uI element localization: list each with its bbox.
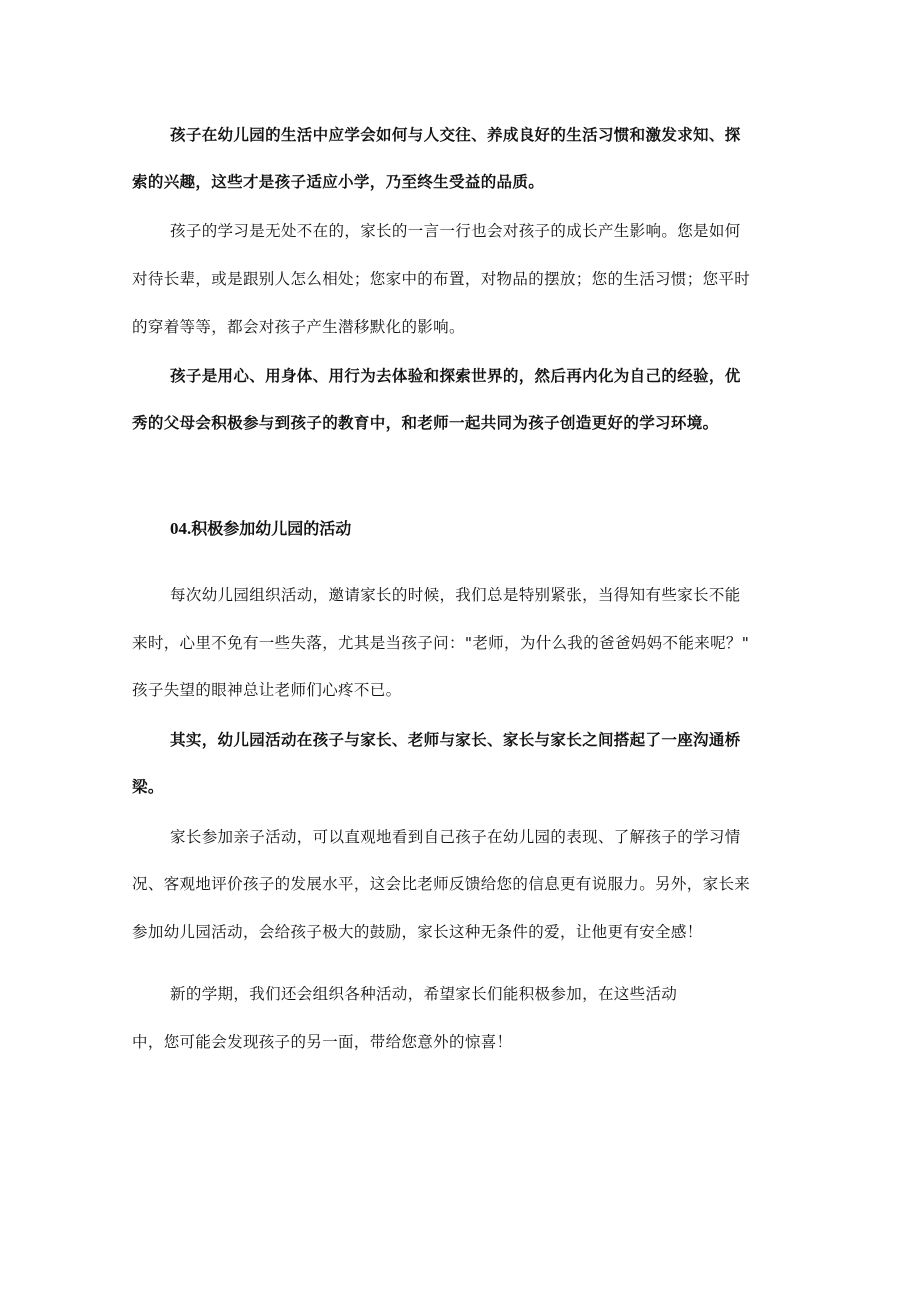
paragraph-5-line-1: 其实，幼儿园活动在孩子与家长、老师与家长、家长与家长之间搭起了一座沟通桥 [170,731,741,749]
paragraph-4-line-1: 每次幼儿园组织活动，邀请家长的时候，我们总是特别紧张，当得知有些家长不能 [170,586,741,604]
paragraph-4-line-2: 来时，心里不免有一些失落，尤其是当孩子问："老师，为什么我的爸爸妈妈不能来呢？" [132,634,750,652]
paragraph-7-line-1: 新的学期，我们还会组织各种活动，希望家长们能积极参加，在这些活动 [170,985,678,1003]
paragraph-3-line-1: 孩子是用心、用身体、用行为去体验和探索世界的，然后再内化为自己的经验，优 [170,367,741,385]
section-heading-text: 积极参加幼儿园的活动 [191,519,352,538]
paragraph-2-line-2: 对待长辈，或是跟别人怎么相处；您家中的布置，对物品的摆放；您的生活习惯；您平时 [132,270,751,288]
section-heading-number: 04. [170,519,192,538]
paragraph-7-line-2: 中，您可能会发现孩子的另一面，带给您意外的惊喜！ [132,1033,513,1051]
paragraph-1-line-1: 孩子在幼儿园的生活中应学会如何与人交往、养成良好的生活习惯和激发求知、探 [170,126,741,144]
paragraph-2-line-3: 的穿着等等，都会对孩子产生潜移默化的影响。 [132,318,465,336]
paragraph-5-line-2: 梁。 [132,778,164,796]
paragraph-6-line-2: 况、客观地评价孩子的发展水平，这会比老师反馈给您的信息更有说服力。另外，家长来 [132,875,751,893]
paragraph-6-line-3: 参加幼儿园活动，会给孩子极大的鼓励，家长这种无条件的爱，让他更有安全感！ [132,923,703,941]
section-heading [170,518,351,540]
paragraph-3-line-2: 秀的父母会积极参与到孩子的教育中，和老师一起共同为孩子创造更好的学习环境。 [132,414,719,432]
paragraph-2-line-1: 孩子的学习是无处不在的，家长的一言一行也会对孩子的成长产生影响。您是如何 [170,222,741,240]
paragraph-4-line-3: 孩子失望的眼神总让老师们心疼不已。 [132,681,402,699]
paragraph-1-line-2: 索的兴趣，这些才是孩子适应小学，乃至终生受益的品质。 [132,173,545,191]
paragraph-6-line-1: 家长参加亲子活动，可以直观地看到自己孩子在幼儿园的表现、了解孩子的学习情 [170,828,741,846]
